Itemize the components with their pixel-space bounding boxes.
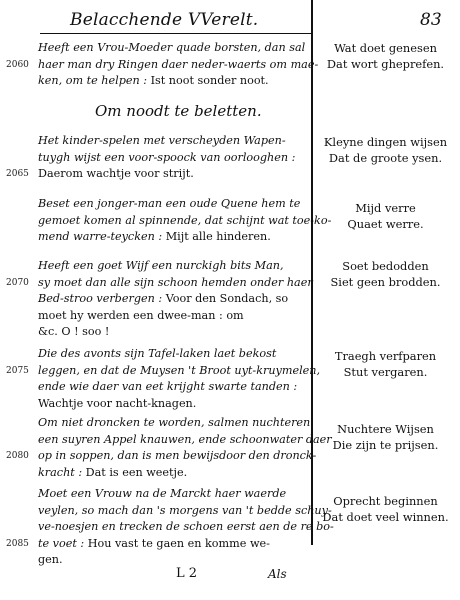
- entry-line: Die des avonts sijn Tafel-laken laet bekost: [38, 347, 277, 360]
- entry-line: kracht : Dat is een weetje.: [38, 465, 188, 479]
- entry-line: 2080 op in soppen, dan is men bewijsdoor den dronck-: [38, 448, 310, 465]
- entry-line: een suyren Appel knauwen, ende schoonwater daer: [38, 432, 332, 446]
- entry-line: 2085 te voet : Hou vast te gaen en komme we-: [38, 536, 310, 553]
- line-number: 2080: [6, 451, 29, 461]
- entry-line: Moet een Vrouw na de Marckt haer waerde: [38, 487, 287, 500]
- entry-line: 2065 Daerom wachtje voor strijt.: [38, 166, 310, 183]
- proverb-entry: [6, 346, 321, 412]
- entry-line: Beset een jonger-man een oude Quene hem te: [38, 197, 301, 210]
- proverb-entry: [6, 133, 310, 183]
- entry-line: 2070 sy moet dan alle sijn schoon hemden onder haer: [38, 275, 310, 292]
- line-number: 2075: [6, 365, 29, 376]
- entry-line: ken, om te helpen : Ist noot sonder noot.: [38, 74, 269, 87]
- entry-line: moet hy werden een dwee-man : om: [38, 308, 244, 322]
- catchword: Als: [268, 567, 287, 581]
- entry-line: &c. O ! soo !: [38, 325, 110, 338]
- sidenote: Traegh verfparen Stut vergaren.: [334, 349, 437, 379]
- page-number: 83: [420, 10, 442, 30]
- line-number: 2085: [6, 538, 29, 549]
- entry-line: ende wie daer van eet krijght swarte tanden :: [38, 380, 298, 393]
- entry-line: Wachtje voor nacht-knagen.: [38, 396, 197, 410]
- entry-line: gemoet komen al spinnende, dat schijnt wat toe-ko-: [38, 213, 332, 227]
- entry-line: gen.: [38, 553, 63, 566]
- sidenote: Nuchtere Wijsen Die zijn te prijsen.: [332, 422, 439, 452]
- header-rule: [40, 33, 312, 34]
- entry-line: veylen, so mach dan 's morgens van 't bedde schuy-: [38, 503, 332, 517]
- line-number: 2070: [6, 277, 29, 288]
- column-divider: [311, 0, 313, 545]
- sidenote: Soet bedodden Siet geen brodden.: [330, 259, 441, 289]
- signature-mark: L 2: [176, 566, 198, 581]
- sidenote: Mijd verre Quaet werre.: [347, 201, 424, 231]
- sidenote: Wat doet genesen Dat wort gheprefen.: [326, 41, 445, 71]
- sidenote: Oprecht beginnen Dat doet veel winnen.: [322, 494, 449, 524]
- section-heading: Om noodt te beletten.: [95, 102, 262, 120]
- line-number: 2065: [6, 169, 29, 179]
- proverb-entry: [6, 258, 313, 341]
- entry-line: Het kinder-spelen met verscheyden Wapen-: [38, 134, 286, 147]
- line-number: 2060: [6, 59, 29, 70]
- entry-line: ve-noesjen en trecken de schoen eerst aen de re bo-: [38, 520, 334, 533]
- entry-line: Heeft een Vrou-Moeder quade borsten, dan sal: [38, 41, 306, 54]
- entry-line: Om niet droncken te worden, salmen nuchteren: [38, 416, 311, 429]
- entry-line: Heeft een goet Wijf een nurckigh bits Man,: [38, 259, 284, 272]
- entry-line: tuygh wijst een voor-spoock van oorlooghen :: [38, 150, 296, 164]
- sidenote: Kleyne dingen wijsen Dat de groote ysen.: [323, 135, 448, 165]
- proverb-entry: [6, 40, 319, 90]
- entry-line: mend warre-teycken : Mijt alle hinderen.: [38, 230, 271, 243]
- proverb-entry: [6, 486, 334, 569]
- entry-line: 2075 leggen, en dat de Muysen 't Broot uyt-kruymelen,: [38, 363, 310, 380]
- proverb-entry: [38, 196, 332, 246]
- entry-line: 2060 haer man dry Ringen daer neder-waerts om mae-: [38, 57, 310, 74]
- entry-line: Bed-stroo verbergen : Voor den Sondach, so: [38, 292, 289, 305]
- running-title: Belacchende VVerelt.: [70, 10, 259, 30]
- proverb-entry: [6, 415, 332, 481]
